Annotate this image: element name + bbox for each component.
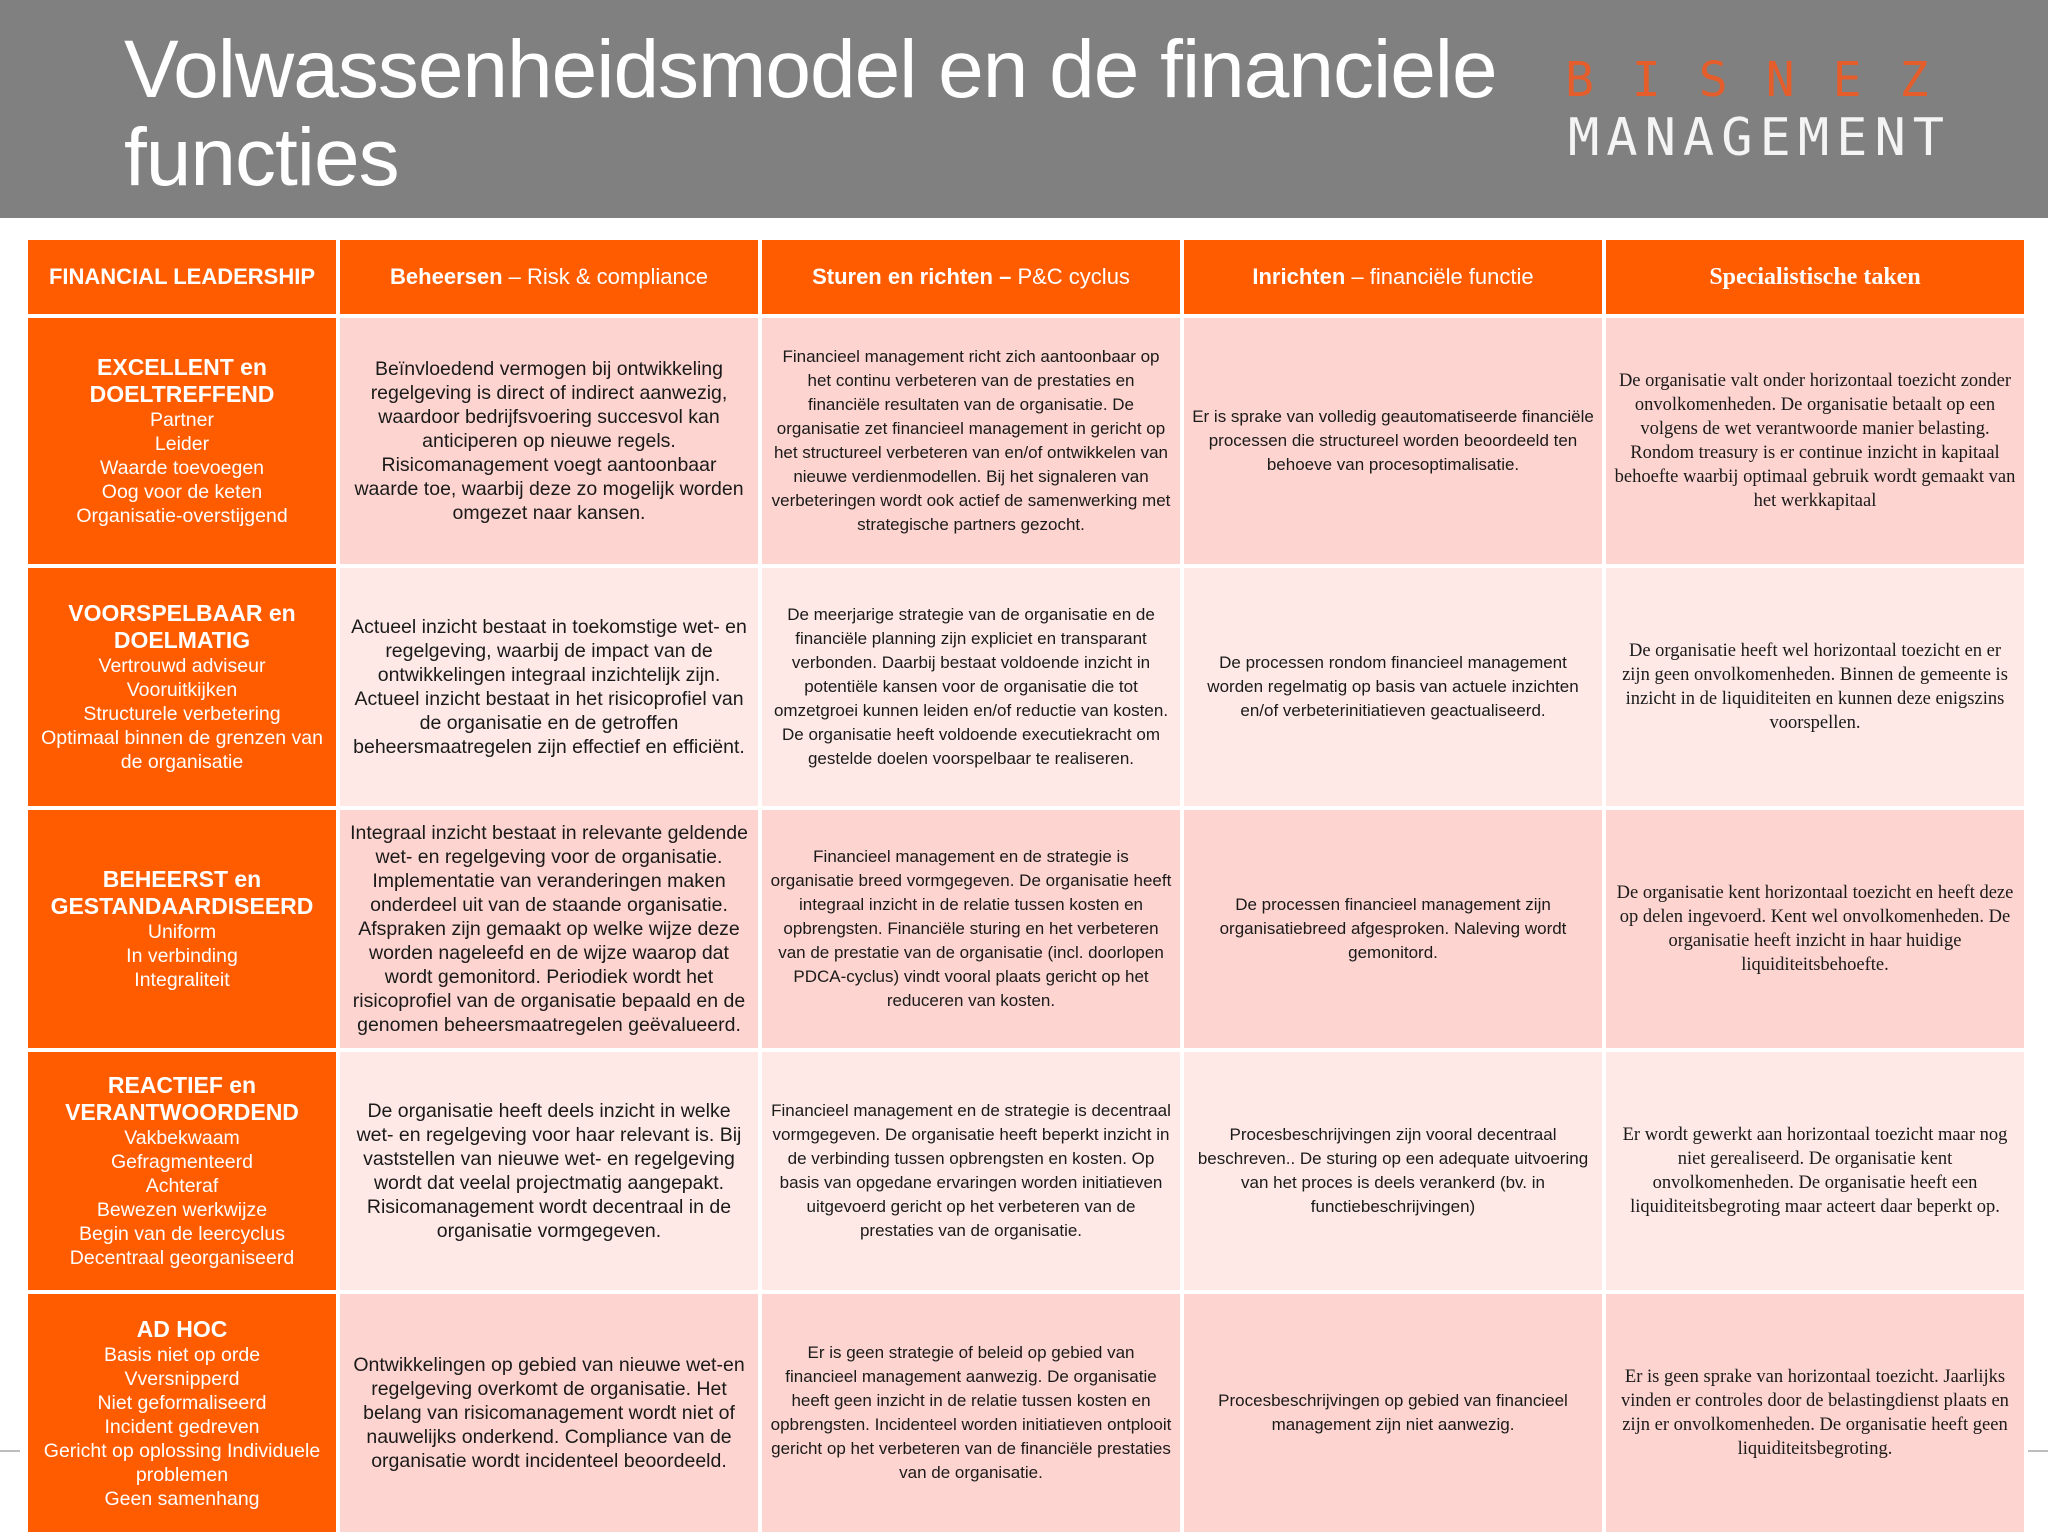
maturity-level-trait: Incident gedreven (104, 1415, 260, 1438)
maturity-level-trait: Leider (154, 433, 210, 455)
cell-beheersen: Actueel inzicht bestaat in toekomstige wet- en regelgeving, waarbij de impact van de ontwikkelingen integraal inzichtelijk zijn. Actueel inzicht bestaat in het risicoprofiel van de organisatie en de getroffen beheersmaatregelen zijn effectief en efficiënt. (340, 568, 758, 806)
maturity-level-name: AD HOC (136, 1315, 228, 1342)
cell-beheersen: De organisatie heeft deels inzicht in welke wet- en regelgeving voor haar relevant is. Bij vaststellen van nieuwe wet- en regelgeving wordt dat veelal projectmatig aangepakt. Risicomanagement wordt decentraal in de organisatie vormgegeven. (340, 1052, 758, 1290)
cell-sturen-en-richten: Financieel management richt zich aantoonbaar op het continu verbeteren van de prestaties en financiële resultaten van de organisatie. De organisatie zet financieel management in gericht op het structureel verbeteren van en/of ontwikkelen van nieuwe verdienmodellen. Bij het signaleren van verbeteringen wordt ook actief de samenwerking met strategische partners gezocht. (762, 318, 1180, 564)
logo-management: MANAGEMENT (1568, 108, 1952, 168)
maturity-level-trait: Geen samenhang (104, 1487, 260, 1510)
divider-right (2028, 1450, 2048, 1452)
table-row (28, 568, 2024, 806)
cell-specialistische-taken: De organisatie kent horizontaal toezicht en heeft deze op delen ingevoerd. Kent wel onvolkomenheden. De organisatie heeft inzicht in haar huidige liquiditeitsbehoefte. (1606, 810, 2024, 1048)
cell-inrichten: De processen rondom financieel management worden regelmatig op basis van actuele inzichten en/of verbeterinitiatieven geactualiseerd. (1184, 568, 1602, 806)
maturity-level-name: EXCELLENT en DOELTREFFEND (89, 354, 275, 407)
maturity-level-trait: Partner (150, 409, 214, 431)
maturity-level-trait: Integraliteit (134, 969, 230, 991)
page-title: Volwassenheidsmodel en de financiele functies (124, 24, 1497, 203)
maturity-level-trait: Decentraal georganiseerd (69, 1247, 295, 1269)
maturity-level-cell (28, 810, 336, 1048)
cell-beheersen: Ontwikkelingen op gebied van nieuwe wet-en regelgeving overkomt de organisatie. Het belang van risicomanagement wordt niet of nauwelijks onderkend. Compliance van de organisatie wordt incidenteel beoordeeld. (340, 1294, 758, 1532)
table-row (28, 810, 2024, 1048)
maturity-level-trait: Begin van de leercyclus (79, 1223, 285, 1245)
cell-beheersen: Integraal inzicht bestaat in relevante geldende wet- en regelgeving voor de organisatie. Implementatie van veranderingen maken onderdeel uit van de staande organisatie. Afspraken zijn gemaakt op welke wijze deze worden nageleefd en de wijze waarop dat wordt gemonitord. Periodiek wordt het risicoprofiel van de organisatie bepaald en de genomen beheersmaatregelen geëvalueerd. (340, 810, 758, 1048)
maturity-level-trait: Basis niet op orde (103, 1343, 261, 1366)
header-sturen-en-richten: Sturen en richten – P&C cyclus (762, 240, 1180, 314)
maturity-level-cell (28, 318, 336, 564)
cell-sturen-en-richten: Financieel management en de strategie is organisatie breed vormgegeven. De organisatie heeft integraal inzicht in de relatie tussen kosten en opbrengsten. Financiële sturing en het verbeteren van de prestatie van de organisatie (incl. doorlopen PDCA-cyclus) vindt vooral plaats gericht op het reduceren van kosten. (762, 810, 1180, 1048)
header-specialistische-taken: Specialistische taken (1606, 240, 2024, 314)
maturity-table (24, 236, 2028, 1536)
cell-sturen-en-richten: De meerjarige strategie van de organisatie en de financiële planning zijn expliciet en transparant verbonden. Daarbij bestaat voldoende inzicht in potentiële kansen voor de organisatie die tot omzetgroei kunnen leiden en/of reductie van kosten. De organisatie heeft voldoende executiekracht om gestelde doelen voorspelbaar te realiseren. (762, 568, 1180, 806)
maturity-level-trait: Vversnipperd (124, 1367, 240, 1390)
maturity-level-name: VOORSPELBAAR en DOELMATIG (68, 600, 296, 653)
table-row (28, 1052, 2024, 1290)
table-row (28, 1294, 2024, 1532)
maturity-level-trait: Achteraf (145, 1175, 219, 1197)
cell-specialistische-taken: De organisatie valt onder horizontaal toezicht zonder onvolkomenheden. De organisatie betaalt op een volgens de wet verantwoorde manier belasting. Rondom treasury is er continue inzicht in kapitaal behoefte waarbij optimaal gebruik wordt gemaakt van het werkkapitaal (1606, 318, 2024, 564)
maturity-level-trait: In verbinding (126, 945, 238, 967)
cell-specialistische-taken: Er wordt gewerkt aan horizontaal toezicht maar nog niet gerealiseerd. De organisatie kent onvolkomenheden. De organisatie heeft een liquiditeitsbegroting maar acteert daar beperkt op. (1606, 1052, 2024, 1290)
maturity-level-trait: Structurele verbetering (83, 703, 281, 725)
maturity-level-trait: Optimaal binnen de grenzen van de organisatie (41, 727, 323, 773)
header-bar (0, 0, 2048, 218)
maturity-level-trait: Uniform (147, 921, 217, 943)
maturity-level-trait: Bewezen werkwijze (96, 1199, 268, 1221)
header-inrichten: Inrichten – financiële functie (1184, 240, 1602, 314)
cell-specialistische-taken: De organisatie heeft wel horizontaal toezicht en er zijn geen onvolkomenheden. Binnen de gemeente is inzicht in de liquiditeiten en kunnen deze enigszins voorspellen. (1606, 568, 2024, 806)
divider-left (0, 1450, 20, 1452)
maturity-level-name: REACTIEF en VERANTWOORDEND (65, 1072, 299, 1125)
maturity-level-cell (28, 568, 336, 806)
maturity-level-trait: Vertrouwd adviseur (98, 655, 266, 677)
maturity-level-trait: Vakbekwaam (124, 1127, 240, 1149)
maturity-level-trait: Gefragmenteerd (111, 1151, 253, 1173)
maturity-level-cell (28, 1294, 336, 1532)
maturity-level-name: BEHEERST en GESTANDAARDISEERD (50, 866, 314, 919)
maturity-level-trait: Vooruitkijken (126, 679, 238, 701)
logo-bisnez: BISNEZ (1565, 52, 1967, 108)
maturity-level-trait: Gericht op oplossing Individuele problemen (43, 1439, 321, 1486)
cell-sturen-en-richten: Financieel management en de strategie is decentraal vormgegeven. De organisatie heeft beperkt inzicht in de verbinding tussen opbrengsten en kosten. Op basis van opgedane ervaringen worden initiatieven uitgevoerd gericht op het verbeteren van de prestaties van de organisatie. (762, 1052, 1180, 1290)
maturity-level-trait: Oog voor de keten (101, 481, 263, 503)
cell-sturen-en-richten: Er is geen strategie of beleid op gebied van financieel management aanwezig. De organisatie heeft geen inzicht in de relatie tussen kosten en opbrengsten. Incidenteel worden initiatieven ontplooit gericht op het verbeteren van de financiële prestaties van de organisatie. (762, 1294, 1180, 1532)
cell-inrichten: Procesbeschrijvingen op gebied van financieel management zijn niet aanwezig. (1184, 1294, 1602, 1532)
header-financial-leadership: FINANCIAL LEADERSHIP (28, 240, 336, 314)
cell-beheersen: Beïnvloedend vermogen bij ontwikkeling regelgeving is direct of indirect aanwezig, waardoor bedrijfsvoering succesvol kan anticiperen op nieuwe regels. Risicomanagement voegt aantoonbaar waarde toe, waarbij deze zo mogelijk worden omgezet naar kansen. (340, 318, 758, 564)
table-body (28, 318, 2024, 1532)
maturity-level-cell (28, 1052, 336, 1290)
table-header-row (28, 240, 2024, 314)
table-row (28, 318, 2024, 564)
cell-inrichten: De processen financieel management zijn organisatiebreed afgesproken. Naleving wordt gemonitord. (1184, 810, 1602, 1048)
maturity-level-trait: Niet geformaliseerd (97, 1391, 267, 1414)
maturity-level-trait: Waarde toevoegen (99, 457, 265, 479)
header-beheersen: Beheersen – Risk & compliance (340, 240, 758, 314)
cell-inrichten: Procesbeschrijvingen zijn vooral decentraal beschreven.. De sturing op een adequate uitvoering van het proces is deels verankerd (bv. in functiebeschrijvingen) (1184, 1052, 1602, 1290)
maturity-level-trait: Organisatie-overstijgend (76, 505, 288, 527)
cell-inrichten: Er is sprake van volledig geautomatiseerde financiële processen die structureel worden beoordeeld ten behoeve van procesoptimalisatie. (1184, 318, 1602, 564)
cell-specialistische-taken: Er is geen sprake van horizontaal toezicht. Jaarlijks vinden er controles door de belastingdienst plaats en zijn er onvolkomenheden. De organisatie heeft geen liquiditeitsbegroting. (1606, 1294, 2024, 1532)
